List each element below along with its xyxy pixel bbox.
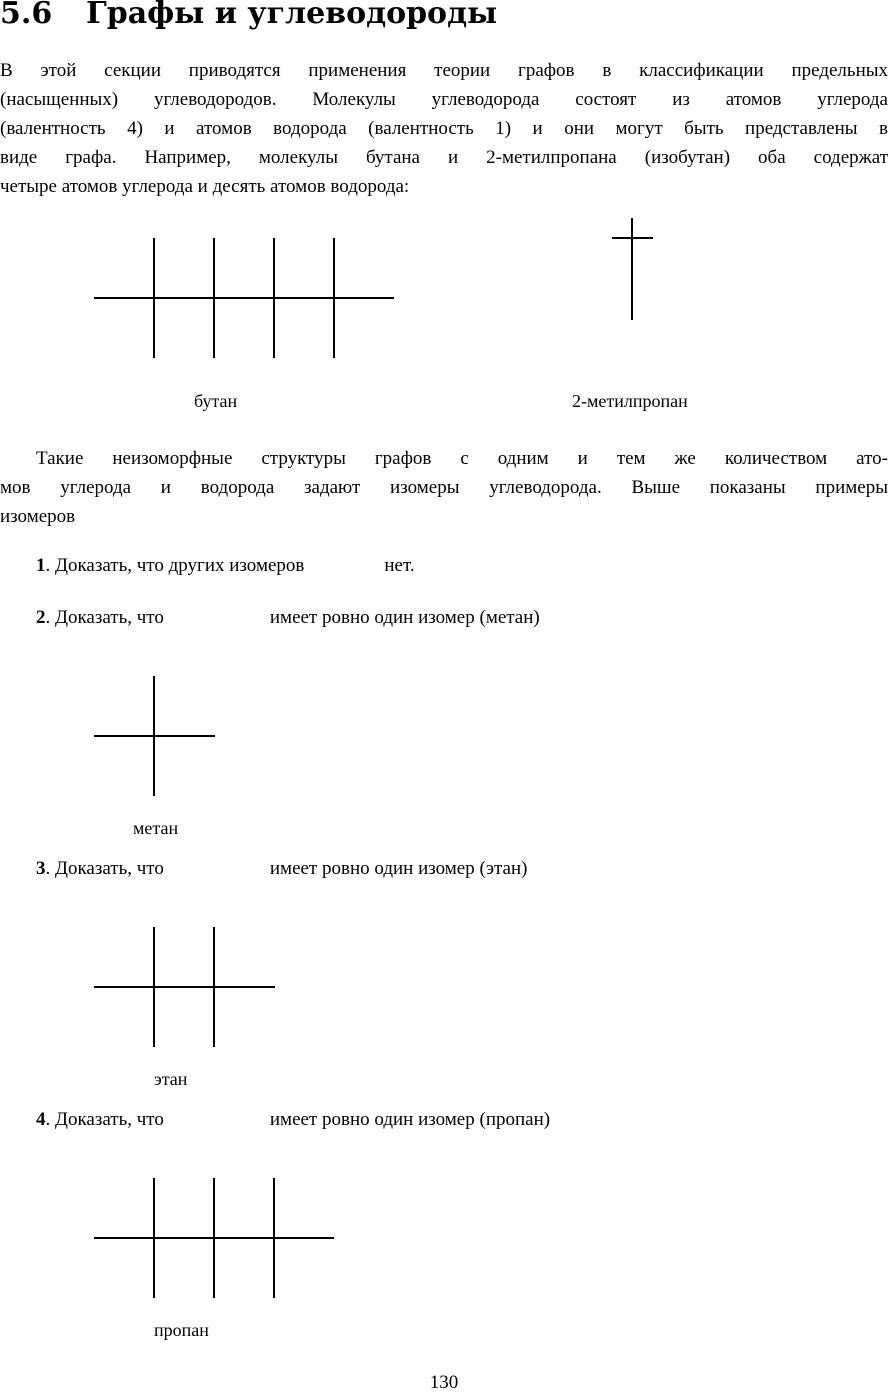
problem-text: . Доказать, что других изомеров xyxy=(45,555,305,576)
methane-caption: метан xyxy=(133,818,179,838)
isomers-line: мов углерода и водорода задают изомеры углеводорода. Выше показаны примеры xyxy=(0,477,888,498)
problem-number: 2 xyxy=(36,607,46,628)
problem-number: 4 xyxy=(36,1109,46,1130)
problem-text: имеет ровно один изомер (пропан) xyxy=(269,1109,551,1130)
problem-text: . Доказать, что xyxy=(45,858,164,879)
butane-caption: бутан xyxy=(194,391,238,411)
page-number: 130 xyxy=(429,1372,459,1393)
isomers-line: изомеров xyxy=(0,506,76,527)
problem-text: имеет ровно один изомер (этан) xyxy=(269,858,528,879)
section-title: Графы и углеводороды xyxy=(86,0,498,31)
problem-number: 1 xyxy=(36,555,46,576)
intro-line: виде графа. Например, молекулы бутана и 2-метилпропана (изобутан) оба содержат xyxy=(0,147,888,168)
intro-line: (валентность 4) и атомов водорода (валентность 1) и они могут быть представлены в xyxy=(0,118,888,139)
problem-text: . Доказать, что xyxy=(45,1109,164,1130)
ethane-caption: этан xyxy=(154,1069,188,1089)
intro-line: (насыщенных) углеводородов. Молекулы углеводорода состоят из атомов углерода xyxy=(0,89,888,110)
section-number: 5.6 xyxy=(0,0,53,31)
problem-text: нет. xyxy=(384,555,415,576)
propane-caption: пропан xyxy=(154,1320,209,1340)
intro-line: В этой секции приводятся применения теории графов в классификации предельных xyxy=(0,60,888,81)
isomers-line: Такие неизоморфные структуры графов с одним и тем же количеством ато- xyxy=(36,448,888,469)
intro-line: четыре атомов углерода и десять атомов водорода: xyxy=(0,176,410,197)
methylpropane-caption: 2-метилпропан xyxy=(572,391,688,411)
problem-number: 3 xyxy=(36,858,46,879)
problem-text: имеет ровно один изомер (метан) xyxy=(269,607,540,628)
problem-text: . Доказать, что xyxy=(45,607,164,628)
